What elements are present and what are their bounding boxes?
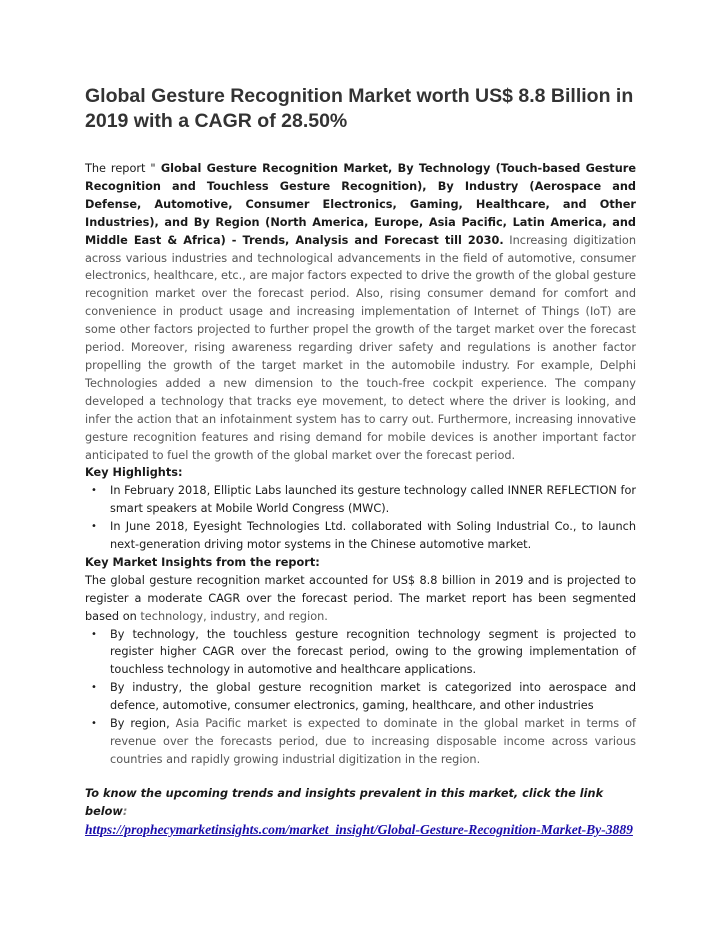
insights-heading: Key Market Insights from the report:: [85, 555, 320, 569]
list-item: • By technology, the touchless gesture recognition technology segment is projected to register higher CAGR over the forecast period, owing to the growing implementation of touchless technology in automotive and healthcare applications.: [91, 627, 636, 677]
report-link[interactable]: https://prophecymarketinsights.com/market_insight/Global-Gesture-Recognition-Market-By-3889: [85, 821, 633, 837]
insights-paragraph: The global gesture recognition market accounted for US$ 8.8 billion in 2019 and is projected to register a moderate CAGR over the forecast period. The market report has been segmented based on technology, industry, and region.: [85, 573, 636, 623]
intro-text: Increasing digitization across various industries and technological advancements in the field of automotive, consumer electronics, healthcare, etc., are major factors expected to drive the growth of the global gesture recognition market over the forecast period. Also, rising consumer demand for comfort and convenience in product usage and increasing implementation of Internet of Things (IoT) are some other factors projected to further propel the growth of the target market over the forecast period. Moreover, rising awareness regarding driver safety and regulations is another factor propelling the growth of the target market in the automobile industry. For example, Delphi Technologies added a new dimension to the touch-free cockpit experience. The company developed a technology that tracks eye movement, to detect where the driver is looking, and infer the action that an infotainment system has to carry out. Furthermore, increasing innovative gesture recognition features and rising demand for mobile devices is another important factor anticipated to fuel the growth of the global market over the forecast period.: [85, 233, 636, 462]
bullet-icon: •: [91, 718, 97, 730]
document-title: Global Gesture Recognition Market worth US$ 8.8 Billion in 2019 with a CAGR of 28.50%: [85, 85, 634, 132]
intro-lead: The report ": [85, 162, 156, 175]
list-item: • In June 2018, Eyesight Technologies Ltd. collaborated with Soling Industrial Co., to launch next-generation driving motor systems in the Chinese automotive market.: [91, 520, 636, 552]
list-item: • In February 2018, Elliptic Labs launched its gesture technology called INNER REFLECTION for smart speakers at Mobile World Congress (MWC).: [91, 484, 636, 516]
report-title: Global Gesture Recognition Market, By Technology (Touch-based Gesture Recognition and Touchless Gesture Recognition), By Industry (Aerospace and Defense, Automotive, Consumer Electronics, Gaming, Healthcare, and Other Industries), and By Region (North America, Europe, Asia Pacific, Latin America, and Middle East & Africa) - Trends, Analysis and Forecast till 2030.: [85, 162, 636, 247]
list-item: • By region, Asia Pacific market is expected to dominate in the global market in terms of revenue over the forecasts period, due to increasing disposable income across various countries and rapidly growing industrial digitization in the region.: [91, 717, 636, 766]
intro-paragraph: [85, 160, 636, 464]
bullet-icon: •: [91, 485, 97, 497]
insights-list: [85, 626, 636, 769]
call-to-action: To know the upcoming trends and insights prevalent in this market, click the link below: https://prophecymarketinsights.com/market_insight/Global-Gesture-Recognition-Market-By-3889: [85, 785, 636, 838]
list-item: • By industry, the global gesture recognition market is categorized into aerospace and defence, automotive, consumer electronics, gaming, healthcare, and other industries: [91, 681, 636, 713]
cta-text: To know the upcoming trends and insights prevalent in this market, click the link below: [85, 786, 604, 818]
document-body: [85, 160, 636, 769]
bullet-icon: •: [91, 682, 97, 694]
bullet-icon: •: [91, 628, 97, 640]
key-highlights-heading: Key Highlights:: [85, 466, 183, 480]
bullet-icon: •: [91, 521, 97, 533]
key-highlights-list: [85, 482, 636, 554]
